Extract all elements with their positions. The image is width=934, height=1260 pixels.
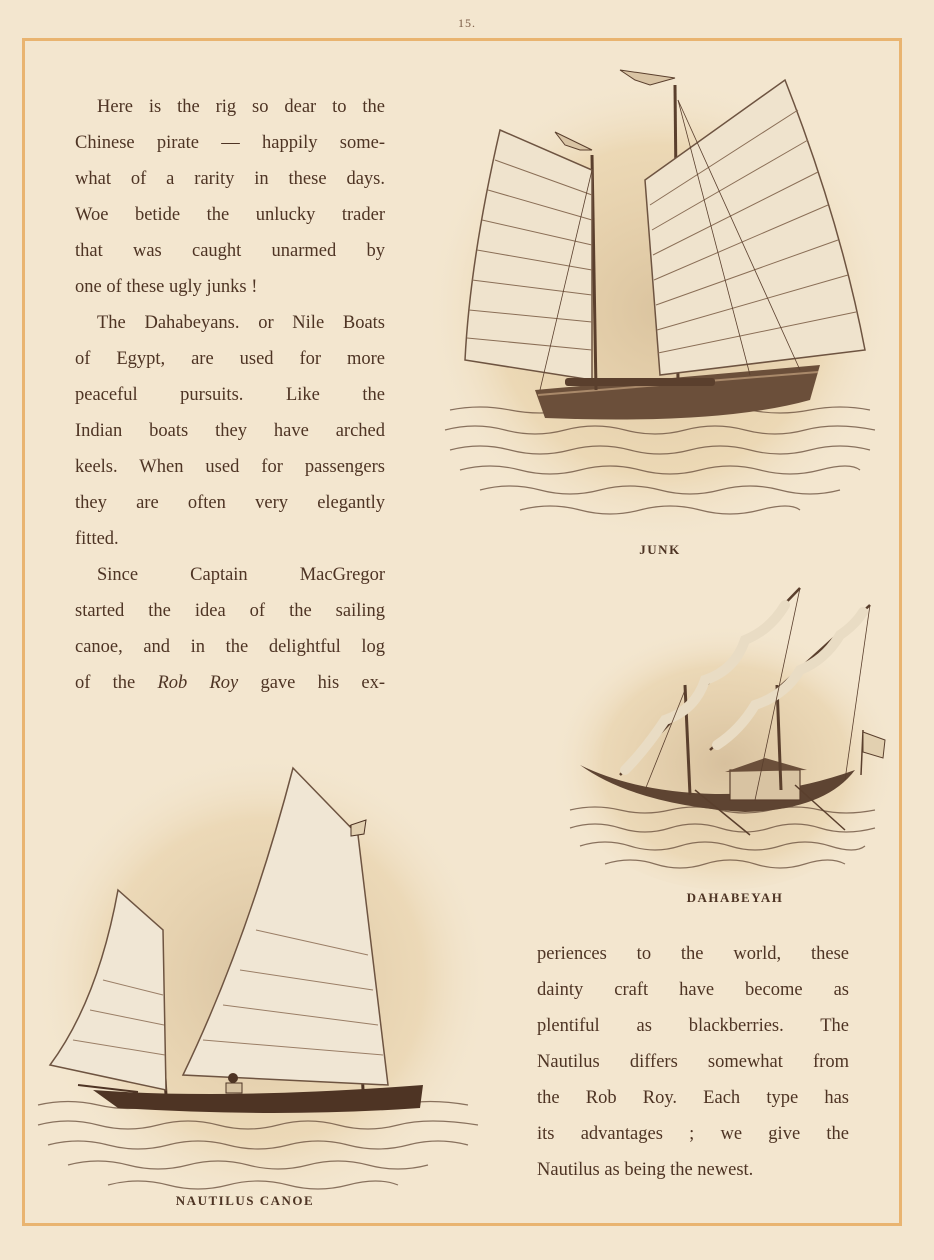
text-line: Woe betide the unlucky trader [75, 205, 385, 225]
text-line: what of a rarity in these days. [75, 169, 385, 189]
junk-illustration [420, 60, 900, 540]
page-number: 15. [458, 16, 476, 30]
text-line: fitted. [75, 529, 119, 549]
text-line: plentiful as blackberries. The [537, 1016, 849, 1036]
text-line: The Dahabeyans. or Nile Boats [97, 313, 385, 333]
text-line: its advantages ; we give the [537, 1124, 849, 1144]
text-line: that was caught unarmed by [75, 241, 385, 261]
text-line: started the idea of the sailing [75, 601, 385, 621]
dahabeyah-caption: DAHABEYAH [686, 890, 784, 905]
text-bottom [537, 936, 849, 1188]
junk-caption: JUNK [639, 542, 681, 557]
text-fragment: gave his ex- [238, 673, 386, 693]
book-title: Rob Roy [157, 673, 239, 693]
text-fragment: of the [75, 673, 158, 693]
text-line: one of these ugly junks ! [75, 277, 258, 297]
text-line: Chinese pirate — happily some- [75, 133, 385, 153]
text-line: dainty craft have become as [537, 980, 849, 1000]
text-line: Nautilus as being the newest. [537, 1160, 754, 1180]
nautilus-canoe-illustration [28, 740, 493, 1210]
text-line: of Egypt, are used for more [75, 349, 385, 369]
text-line: Since Captain MacGregor [97, 565, 385, 585]
text-line: Here is the rig so dear to the [97, 97, 385, 117]
text-line: Nautilus differs somewhat from [537, 1052, 849, 1072]
text-line: the Rob Roy. Each type has [537, 1088, 849, 1108]
text-line: periences to the world, these [537, 944, 849, 964]
text-line [75, 665, 385, 701]
dahabeyah-illustration [545, 580, 900, 890]
text-line: canoe, and in the delightful log [75, 637, 385, 657]
text-line: peaceful pursuits. Like the [75, 385, 385, 405]
text-line: keels. When used for passengers [75, 457, 385, 477]
text-top [75, 89, 385, 701]
nautilus-canoe-caption: NAUTILUS CANOE [175, 1193, 315, 1208]
text-line: Indian boats they have arched [75, 421, 385, 441]
text-line: they are often very elegantly [75, 493, 385, 513]
